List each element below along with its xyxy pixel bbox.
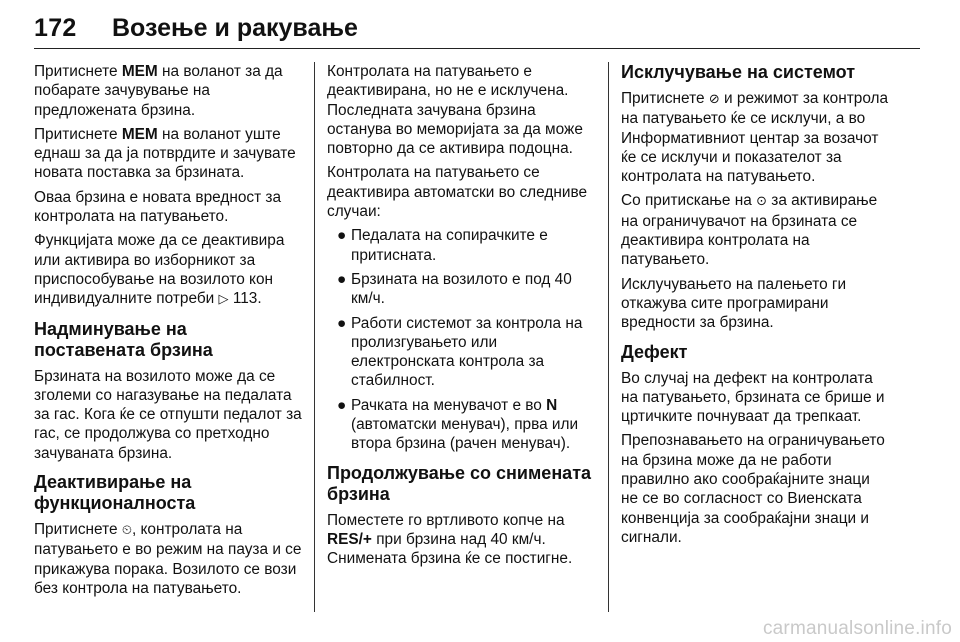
page-reference[interactable]: 113. [232, 290, 262, 308]
list-item: ● Рачката на менувачот е во N (автоматски менувач), прва или втора брзина (рачен менувач). [337, 396, 579, 453]
section-heading: Исклучување на системот [621, 62, 856, 82]
section-heading: Надминување на поставената брзина [34, 318, 213, 360]
paragraph: Со притискање на ⊙ за активирање на ограничувачот на брзината се деактивира контролата на патувањето. [621, 192, 878, 269]
section-heading: Продолжување со снимената брзина [327, 462, 592, 504]
paragraph: Исклучувањето на палењето ги откажува сите програмирани вредности за брзина. [621, 275, 847, 332]
page-title: Возење и ракување [112, 14, 358, 42]
speed-limiter-icon: ⊙ [756, 194, 767, 210]
mem-button-label: MEM [121, 63, 158, 80]
paragraph: Контролата на патувањето е деактивирана, но не е исклучена. Последната зачувана брзина останува во меморијата за да може повторно да се активира подоцна. [327, 63, 583, 158]
paragraph: Функцијата може да се деактивира или активира во изборникот за приспособување на возилото кон индивидуалните потреби ▷ 113. [34, 232, 285, 308]
mem-button-label: MEM [121, 125, 158, 143]
paragraph: Притиснете ⏲, контролата на патувањето е во режим на пауза и се прикажува порака. Возилото се вози без контрола на патувањето. [34, 521, 302, 597]
paragraph: Притиснете MEM на воланот уште еднаш за да ја потврдите и зачувате новата поставка за брзината. [34, 125, 296, 182]
paragraph: Препознавањето на ограничувањето на брзина може да не работи правилно ако сообраќајните знаци не се во согласност со Виенската конвенција за сообраќајни знаци и сигнали. [621, 432, 885, 546]
paragraph: Поместете го вртливото копче на RES/+ при брзина над 40 км/ч. Снимената брзина ќе се постигне. [327, 511, 573, 568]
column-1 [34, 62, 302, 603]
list-item: ● Педалата на сопирачките е притисната. [337, 227, 548, 264]
watermark: carmanualsonline.info [762, 618, 952, 639]
list-item: ● Работи системот за контрола на пролизгувањето или електронската контрола за стабилност. [337, 314, 583, 390]
column-divider [608, 62, 609, 612]
cruise-off-icon: ⊘ [708, 92, 720, 107]
paragraph: Контролата на патувањето се деактивира автоматски во следниве случаи: [327, 164, 588, 221]
column-3 [621, 62, 889, 552]
paragraph: Брзината на возилото може да се зголеми со нагазување на педалата за гас. Кога ќе се отпушти педалот за гас, се продолжува со претходно зачуваната брзина. [34, 367, 302, 462]
paragraph: Притиснете MEM на воланот за да побарате зачувување на предложената брзина. [34, 63, 283, 119]
paragraph: Притиснете ⊘ и режимот за контрола на патувањето ќе се исклучи, а во Информативниот центар за возачот ќе се исклучи и показателот за контролата на патувањето. [621, 90, 889, 186]
section-heading: Дефект [621, 341, 688, 362]
res-button-label: RES/+ [327, 530, 372, 548]
page-ref-arrow-icon: ▷ [218, 292, 229, 308]
page-header [34, 14, 920, 49]
section-heading: Деактивирање на функционалноста [34, 472, 196, 514]
column-divider [314, 62, 315, 612]
page-number: 172 [34, 14, 77, 42]
paragraph: Оваа брзина е новата вредност за контролата на патувањето. [34, 188, 282, 226]
cruise-pause-icon: ⏲ [121, 523, 132, 539]
column-2 [327, 62, 595, 574]
list-item: ● Брзината на возилото е под 40 км/ч. [337, 270, 572, 308]
paragraph: Во случај на дефект на контролата на патувањето, брзината се брише и цртичките почнуваат да трепкаат. [621, 369, 885, 426]
